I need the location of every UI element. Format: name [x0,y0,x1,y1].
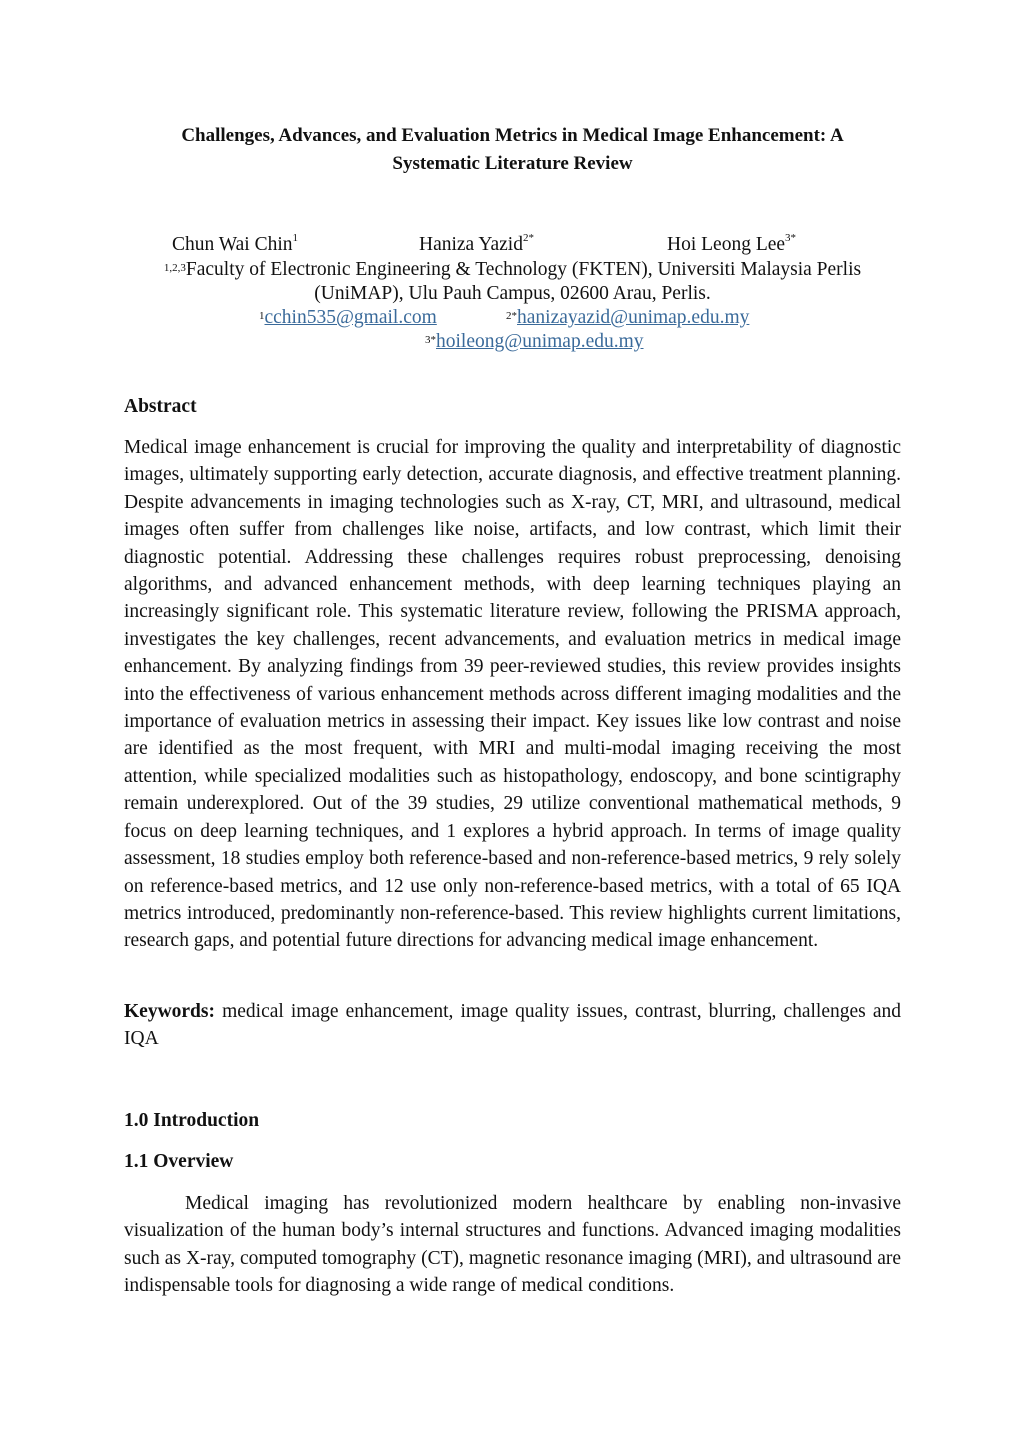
overview-heading: 1.1 Overview [124,1151,234,1172]
author-2 [419,234,534,256]
keywords-label: Keywords: [124,1001,215,1022]
title-line-2: Systematic Literature Review [392,153,633,174]
abstract-heading: Abstract [124,396,197,417]
affiliation-line-2: (UniMAP), Ulu Pauh Campus, 02600 Arau, Perlis. [314,283,711,304]
title-line-1: Challenges, Advances, and Evaluation Metrics in Medical Image Enhancement: A [181,125,844,146]
author-3 [667,234,796,256]
overview-body: Medical imaging has revolutionized modern healthcare by enabling non-invasive visualization of the human body’s internal structures and functions. Advanced imaging modalities such as X-ray, computed tomography (CT), magnetic resonance imaging (MRI), and ultrasound are indispensable tools for diagnosing a wide range of medical conditions. [124,1193,901,1297]
author-list [0,234,1024,260]
email-2 [506,306,749,330]
email-3 [425,330,644,354]
author-name: Chun Wai Chin [172,234,293,255]
author-superscript: 3* [785,232,797,244]
abstract-body: Medical image enhancement is crucial for improving the quality and interpretability of diagnostic images, ultimately supporting early detection, accurate diagnosis, and effective treatment planning. Despite advancements in imaging technologies such as X-ray, CT, MRI, and ultrasound, medical images often suffer from challenges like noise, artifacts, and low contrast, which limit their diagnostic potential. Addressing these challenges requires robust preprocessing, denoising algorithms, and advanced enhancement methods, with deep learning techniques playing an increasingly significant role. This systematic literature review, following the PRISMA approach, investigates the key challenges, recent advancements, and evaluation metrics in medical image enhancement. By analyzing findings from 39 peer-reviewed studies, this review provides insights into the effectiveness of various enhancement methods across different imaging modalities and the importance of evaluation metrics in assessing their impact. Key issues like low contrast and noise are identified as the most frequent, with MRI and multi-modal imaging receiving the most attention, while specialized modalities such as histopathology, endoscopy, and bone scintigraphy remain underexplored. Out of the 39 studies, 29 utilize conventional mathematical methods, 9 focus on deep learning techniques, and 1 explores a hybrid approach. In terms of image quality assessment, 18 studies employ both reference-based and non-reference-based metrics, 9 rely solely on reference-based metrics, and 12 use only non-reference-based metrics, with a total of 65 IQA metrics introduced, predominantly non-reference-based. This review highlights current limitations, research gaps, and potential future directions for advancing medical image enhancement. [124,437,901,952]
email-link-3[interactable]: hoileong@unimap.edu.my [436,331,644,352]
author-superscript: 2* [522,232,534,244]
author-superscript: 1 [292,232,298,244]
email-superscript: 2* [506,310,517,322]
affiliation-text-1: Faculty of Electronic Engineering & Technology (FKTEN), Universiti Malaysia Perlis [185,259,862,280]
affiliation-line-1 [124,258,901,282]
keywords [124,998,901,1053]
introduction-heading: 1.0 Introduction [124,1110,260,1131]
author-name: Hoi Leong Lee [667,234,786,255]
affiliation-superscript: 1,2,3 [163,262,186,274]
email-link-1[interactable]: cchin535@gmail.com [264,307,437,328]
email-1 [259,306,437,330]
email-link-2[interactable]: hanizayazid@unimap.edu.my [517,307,750,328]
author-1 [172,234,298,256]
email-superscript: 1 [259,310,265,322]
affiliation [124,258,901,306]
keywords-text: medical image enhancement, image quality issues, contrast, blurring, challenges and IQA [124,1001,901,1050]
author-name: Haniza Yazid [419,234,523,255]
paper-title [124,122,901,178]
email-superscript: 3* [425,334,436,346]
